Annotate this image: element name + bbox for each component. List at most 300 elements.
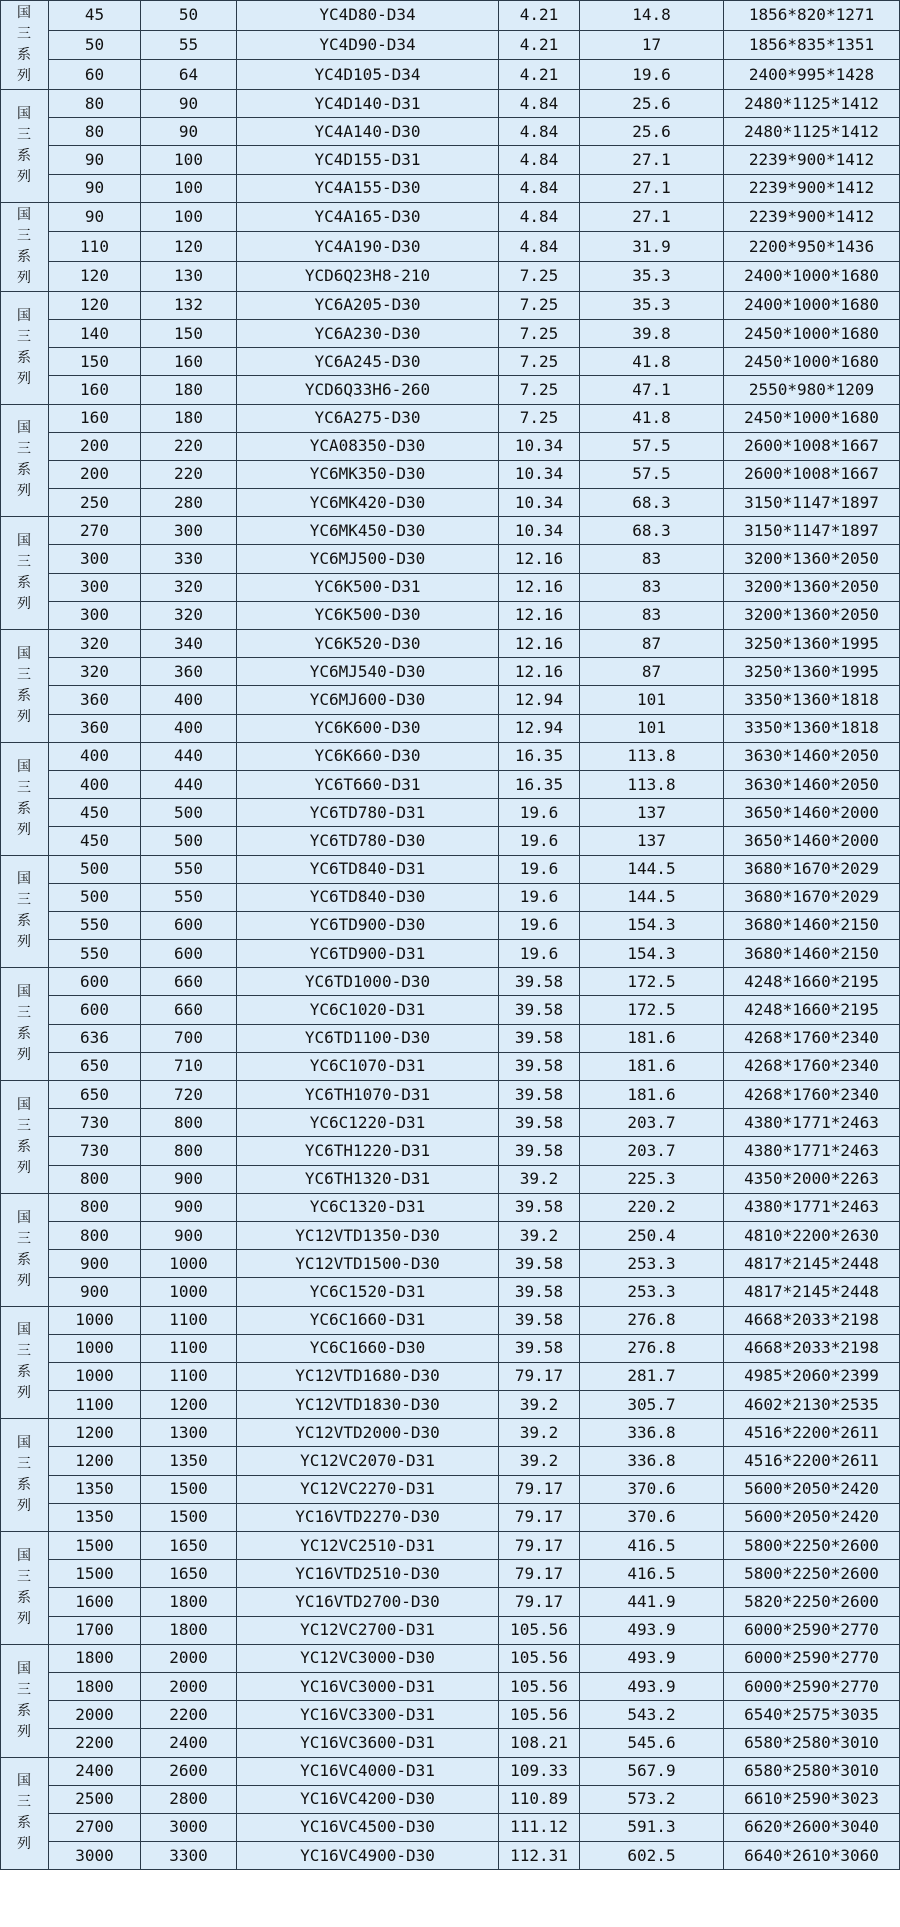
table-row [1, 630, 900, 658]
engine-model-cell: YCD6Q33H6-260 [237, 376, 499, 404]
series-label-cell: 国 三 系 列 [1, 1532, 49, 1645]
dimensions-cell: 2450*1000*1680 [724, 404, 900, 432]
prime-power-cell: 2800 [141, 1785, 237, 1813]
dimensions-cell: 3650*1460*2000 [724, 799, 900, 827]
engine-model-cell: YC12VC2070-D31 [237, 1447, 499, 1475]
table-row [1, 658, 900, 686]
fuel-consumption-cell: 336.8 [580, 1447, 724, 1475]
spec-table-body [1, 1, 900, 1870]
table-row [1, 1165, 900, 1193]
engine-model-cell: YC6C1020-D31 [237, 996, 499, 1024]
standby-power-cell: 360 [49, 714, 141, 742]
displacement-cell: 39.2 [499, 1447, 580, 1475]
table-row [1, 460, 900, 488]
engine-model-cell: YC6TD840-D31 [237, 855, 499, 883]
series-label-cell: 国 三 系 列 [1, 517, 49, 630]
engine-model-cell: YC6A230-D30 [237, 319, 499, 347]
fuel-consumption-cell: 83 [580, 601, 724, 629]
fuel-consumption-cell: 137 [580, 827, 724, 855]
engine-model-cell: YC12VTD1350-D30 [237, 1221, 499, 1249]
table-row [1, 1701, 900, 1729]
displacement-cell: 4.84 [499, 146, 580, 174]
standby-power-cell: 730 [49, 1137, 141, 1165]
table-row [1, 262, 900, 292]
engine-model-cell: YC6TD840-D30 [237, 883, 499, 911]
engine-model-cell: YC6C1070-D31 [237, 1052, 499, 1080]
series-label-cell: 国 三 系 列 [1, 1419, 49, 1532]
standby-power-cell: 320 [49, 630, 141, 658]
table-row [1, 940, 900, 968]
series-label-cell: 国 三 系 列 [1, 1193, 49, 1306]
table-row [1, 1672, 900, 1700]
fuel-consumption-cell: 39.8 [580, 319, 724, 347]
table-row [1, 517, 900, 545]
dimensions-cell: 6610*2590*3023 [724, 1785, 900, 1813]
prime-power-cell: 500 [141, 799, 237, 827]
displacement-cell: 39.2 [499, 1419, 580, 1447]
engine-model-cell: YC12VC2700-D31 [237, 1616, 499, 1644]
fuel-consumption-cell: 154.3 [580, 940, 724, 968]
fuel-consumption-cell: 57.5 [580, 432, 724, 460]
prime-power-cell: 700 [141, 1024, 237, 1052]
displacement-cell: 105.56 [499, 1644, 580, 1672]
standby-power-cell: 1350 [49, 1503, 141, 1531]
prime-power-cell: 320 [141, 573, 237, 601]
prime-power-cell: 3300 [141, 1842, 237, 1870]
dimensions-cell: 5820*2250*2600 [724, 1588, 900, 1616]
table-row [1, 1644, 900, 1672]
displacement-cell: 10.34 [499, 489, 580, 517]
prime-power-cell: 300 [141, 517, 237, 545]
engine-model-cell: YC4D155-D31 [237, 146, 499, 174]
displacement-cell: 12.16 [499, 545, 580, 573]
table-row [1, 1785, 900, 1813]
engine-model-cell: YC6MK450-D30 [237, 517, 499, 545]
engine-model-cell: YC6A275-D30 [237, 404, 499, 432]
table-row [1, 232, 900, 262]
displacement-cell: 7.25 [499, 348, 580, 376]
prime-power-cell: 220 [141, 460, 237, 488]
fuel-consumption-cell: 172.5 [580, 996, 724, 1024]
fuel-consumption-cell: 253.3 [580, 1250, 724, 1278]
table-row [1, 404, 900, 432]
dimensions-cell: 3630*1460*2050 [724, 742, 900, 770]
fuel-consumption-cell: 416.5 [580, 1532, 724, 1560]
dimensions-cell: 3680*1460*2150 [724, 911, 900, 939]
prime-power-cell: 340 [141, 630, 237, 658]
standby-power-cell: 300 [49, 545, 141, 573]
dimensions-cell: 4248*1660*2195 [724, 968, 900, 996]
fuel-consumption-cell: 573.2 [580, 1785, 724, 1813]
dimensions-cell: 6000*2590*2770 [724, 1644, 900, 1672]
displacement-cell: 4.21 [499, 30, 580, 60]
dimensions-cell: 4380*1771*2463 [724, 1193, 900, 1221]
fuel-consumption-cell: 250.4 [580, 1221, 724, 1249]
fuel-consumption-cell: 27.1 [580, 146, 724, 174]
prime-power-cell: 550 [141, 855, 237, 883]
displacement-cell: 39.58 [499, 1137, 580, 1165]
standby-power-cell: 500 [49, 855, 141, 883]
displacement-cell: 39.58 [499, 996, 580, 1024]
fuel-consumption-cell: 68.3 [580, 517, 724, 545]
displacement-cell: 105.56 [499, 1672, 580, 1700]
dimensions-cell: 2400*995*1428 [724, 60, 900, 90]
table-row [1, 432, 900, 460]
prime-power-cell: 800 [141, 1137, 237, 1165]
engine-model-cell: YC6C1520-D31 [237, 1278, 499, 1306]
dimensions-cell: 3680*1460*2150 [724, 940, 900, 968]
dimensions-cell: 6580*2580*3010 [724, 1757, 900, 1785]
displacement-cell: 7.25 [499, 376, 580, 404]
prime-power-cell: 100 [141, 146, 237, 174]
prime-power-cell: 1100 [141, 1362, 237, 1390]
standby-power-cell: 600 [49, 968, 141, 996]
dimensions-cell: 2480*1125*1412 [724, 118, 900, 146]
dimensions-cell: 3200*1360*2050 [724, 545, 900, 573]
fuel-consumption-cell: 172.5 [580, 968, 724, 996]
prime-power-cell: 100 [141, 174, 237, 202]
table-row [1, 1, 900, 31]
dimensions-cell: 2450*1000*1680 [724, 348, 900, 376]
engine-model-cell: YC4A165-D30 [237, 202, 499, 232]
standby-power-cell: 200 [49, 460, 141, 488]
fuel-consumption-cell: 203.7 [580, 1137, 724, 1165]
fuel-consumption-cell: 113.8 [580, 770, 724, 798]
standby-power-cell: 80 [49, 118, 141, 146]
prime-power-cell: 440 [141, 742, 237, 770]
displacement-cell: 109.33 [499, 1757, 580, 1785]
prime-power-cell: 320 [141, 601, 237, 629]
engine-model-cell: YC6TD1000-D30 [237, 968, 499, 996]
engine-model-cell: YC12VTD1500-D30 [237, 1250, 499, 1278]
table-row [1, 1475, 900, 1503]
prime-power-cell: 440 [141, 770, 237, 798]
table-row [1, 968, 900, 996]
engine-model-cell: YC16VTD2700-D30 [237, 1588, 499, 1616]
dimensions-cell: 3630*1460*2050 [724, 770, 900, 798]
prime-power-cell: 1100 [141, 1334, 237, 1362]
standby-power-cell: 500 [49, 883, 141, 911]
standby-power-cell: 45 [49, 1, 141, 31]
fuel-consumption-cell: 101 [580, 714, 724, 742]
prime-power-cell: 1650 [141, 1532, 237, 1560]
fuel-consumption-cell: 545.6 [580, 1729, 724, 1757]
dimensions-cell: 4817*2145*2448 [724, 1250, 900, 1278]
fuel-consumption-cell: 87 [580, 658, 724, 686]
dimensions-cell: 6580*2580*3010 [724, 1729, 900, 1757]
prime-power-cell: 2000 [141, 1672, 237, 1700]
engine-model-cell: YCA08350-D30 [237, 432, 499, 460]
table-row [1, 855, 900, 883]
prime-power-cell: 2000 [141, 1644, 237, 1672]
engine-model-cell: YC16VC3000-D31 [237, 1672, 499, 1700]
dimensions-cell: 2200*950*1436 [724, 232, 900, 262]
standby-power-cell: 450 [49, 799, 141, 827]
standby-power-cell: 800 [49, 1193, 141, 1221]
series-label-cell: 国 三 系 列 [1, 630, 49, 743]
fuel-consumption-cell: 27.1 [580, 174, 724, 202]
engine-model-cell: YC6T660-D31 [237, 770, 499, 798]
engine-model-cell: YC6TD900-D31 [237, 940, 499, 968]
table-row [1, 118, 900, 146]
series-label-cell: 国 三 系 列 [1, 90, 49, 203]
table-row [1, 545, 900, 573]
fuel-consumption-cell: 19.6 [580, 60, 724, 90]
table-row [1, 996, 900, 1024]
standby-power-cell: 160 [49, 404, 141, 432]
fuel-consumption-cell: 17 [580, 30, 724, 60]
fuel-consumption-cell: 41.8 [580, 404, 724, 432]
table-row [1, 1813, 900, 1841]
displacement-cell: 4.84 [499, 174, 580, 202]
standby-power-cell: 2000 [49, 1701, 141, 1729]
engine-model-cell: YC4D140-D31 [237, 90, 499, 118]
standby-power-cell: 270 [49, 517, 141, 545]
prime-power-cell: 3000 [141, 1813, 237, 1841]
dimensions-cell: 3250*1360*1995 [724, 658, 900, 686]
prime-power-cell: 800 [141, 1109, 237, 1137]
standby-power-cell: 250 [49, 489, 141, 517]
displacement-cell: 7.25 [499, 319, 580, 347]
table-row [1, 1278, 900, 1306]
standby-power-cell: 600 [49, 996, 141, 1024]
dimensions-cell: 6000*2590*2770 [724, 1672, 900, 1700]
prime-power-cell: 90 [141, 118, 237, 146]
series-label-cell: 国 三 系 列 [1, 1081, 49, 1194]
engine-model-cell: YC6TH1320-D31 [237, 1165, 499, 1193]
table-row [1, 911, 900, 939]
fuel-consumption-cell: 602.5 [580, 1842, 724, 1870]
engine-model-cell: YC6TD780-D31 [237, 799, 499, 827]
series-label-cell: 国 三 系 列 [1, 968, 49, 1081]
table-row [1, 1616, 900, 1644]
table-row [1, 1109, 900, 1137]
dimensions-cell: 2239*900*1412 [724, 174, 900, 202]
dimensions-cell: 3650*1460*2000 [724, 827, 900, 855]
displacement-cell: 19.6 [499, 799, 580, 827]
fuel-consumption-cell: 83 [580, 545, 724, 573]
displacement-cell: 12.16 [499, 573, 580, 601]
standby-power-cell: 400 [49, 770, 141, 798]
engine-model-cell: YC12VC3000-D30 [237, 1644, 499, 1672]
dimensions-cell: 5800*2250*2600 [724, 1560, 900, 1588]
table-row [1, 1362, 900, 1390]
displacement-cell: 39.58 [499, 1334, 580, 1362]
table-row [1, 202, 900, 232]
fuel-consumption-cell: 57.5 [580, 460, 724, 488]
engine-model-cell: YC6K600-D30 [237, 714, 499, 742]
prime-power-cell: 64 [141, 60, 237, 90]
dimensions-cell: 2239*900*1412 [724, 202, 900, 232]
fuel-consumption-cell: 441.9 [580, 1588, 724, 1616]
standby-power-cell: 1800 [49, 1644, 141, 1672]
dimensions-cell: 4985*2060*2399 [724, 1362, 900, 1390]
prime-power-cell: 600 [141, 911, 237, 939]
dimensions-cell: 3680*1670*2029 [724, 855, 900, 883]
displacement-cell: 4.84 [499, 90, 580, 118]
table-row [1, 489, 900, 517]
dimensions-cell: 3680*1670*2029 [724, 883, 900, 911]
fuel-consumption-cell: 14.8 [580, 1, 724, 31]
prime-power-cell: 1650 [141, 1560, 237, 1588]
standby-power-cell: 140 [49, 319, 141, 347]
engine-model-cell: YC6K520-D30 [237, 630, 499, 658]
displacement-cell: 111.12 [499, 1813, 580, 1841]
engine-model-cell: YC6A205-D30 [237, 291, 499, 319]
fuel-consumption-cell: 35.3 [580, 291, 724, 319]
fuel-consumption-cell: 83 [580, 573, 724, 601]
displacement-cell: 12.16 [499, 658, 580, 686]
engine-model-cell: YC6C1320-D31 [237, 1193, 499, 1221]
standby-power-cell: 550 [49, 911, 141, 939]
engine-model-cell: YC4A155-D30 [237, 174, 499, 202]
dimensions-cell: 6000*2590*2770 [724, 1616, 900, 1644]
table-row [1, 30, 900, 60]
dimensions-cell: 4268*1760*2340 [724, 1024, 900, 1052]
table-row [1, 1391, 900, 1419]
dimensions-cell: 4268*1760*2340 [724, 1052, 900, 1080]
dimensions-cell: 2600*1008*1667 [724, 432, 900, 460]
fuel-consumption-cell: 220.2 [580, 1193, 724, 1221]
prime-power-cell: 330 [141, 545, 237, 573]
engine-model-cell: YC16VC3300-D31 [237, 1701, 499, 1729]
fuel-consumption-cell: 203.7 [580, 1109, 724, 1137]
fuel-consumption-cell: 137 [580, 799, 724, 827]
fuel-consumption-cell: 154.3 [580, 911, 724, 939]
engine-model-cell: YC12VTD2000-D30 [237, 1419, 499, 1447]
displacement-cell: 4.21 [499, 1, 580, 31]
engine-model-cell: YC12VTD1830-D30 [237, 1391, 499, 1419]
fuel-consumption-cell: 181.6 [580, 1081, 724, 1109]
engine-model-cell: YC6TH1220-D31 [237, 1137, 499, 1165]
prime-power-cell: 900 [141, 1221, 237, 1249]
dimensions-cell: 2239*900*1412 [724, 146, 900, 174]
dimensions-cell: 1856*835*1351 [724, 30, 900, 60]
displacement-cell: 16.35 [499, 742, 580, 770]
displacement-cell: 39.58 [499, 1081, 580, 1109]
prime-power-cell: 500 [141, 827, 237, 855]
standby-power-cell: 300 [49, 573, 141, 601]
displacement-cell: 39.58 [499, 1024, 580, 1052]
table-row [1, 1081, 900, 1109]
displacement-cell: 39.58 [499, 1278, 580, 1306]
standby-power-cell: 1200 [49, 1447, 141, 1475]
engine-model-cell: YC6MJ600-D30 [237, 686, 499, 714]
prime-power-cell: 660 [141, 968, 237, 996]
table-row [1, 319, 900, 347]
standby-power-cell: 450 [49, 827, 141, 855]
series-label-cell: 国 三 系 列 [1, 1306, 49, 1419]
prime-power-cell: 2600 [141, 1757, 237, 1785]
dimensions-cell: 2600*1008*1667 [724, 460, 900, 488]
prime-power-cell: 720 [141, 1081, 237, 1109]
standby-power-cell: 110 [49, 232, 141, 262]
standby-power-cell: 1000 [49, 1306, 141, 1334]
prime-power-cell: 50 [141, 1, 237, 31]
displacement-cell: 12.16 [499, 601, 580, 629]
standby-power-cell: 400 [49, 742, 141, 770]
prime-power-cell: 1100 [141, 1306, 237, 1334]
fuel-consumption-cell: 253.3 [580, 1278, 724, 1306]
table-row [1, 770, 900, 798]
prime-power-cell: 120 [141, 232, 237, 262]
table-row [1, 174, 900, 202]
table-row [1, 146, 900, 174]
standby-power-cell: 1350 [49, 1475, 141, 1503]
standby-power-cell: 90 [49, 146, 141, 174]
fuel-consumption-cell: 27.1 [580, 202, 724, 232]
table-row [1, 1334, 900, 1362]
prime-power-cell: 400 [141, 714, 237, 742]
fuel-consumption-cell: 493.9 [580, 1672, 724, 1700]
dimensions-cell: 3250*1360*1995 [724, 630, 900, 658]
table-row [1, 376, 900, 404]
dimensions-cell: 3200*1360*2050 [724, 601, 900, 629]
table-row [1, 1532, 900, 1560]
displacement-cell: 39.58 [499, 1306, 580, 1334]
engine-model-cell: YC6K500-D31 [237, 573, 499, 601]
engine-model-cell: YC4D90-D34 [237, 30, 499, 60]
standby-power-cell: 160 [49, 376, 141, 404]
table-row [1, 1729, 900, 1757]
standby-power-cell: 1800 [49, 1672, 141, 1700]
fuel-consumption-cell: 225.3 [580, 1165, 724, 1193]
table-row [1, 1588, 900, 1616]
table-row [1, 1419, 900, 1447]
series-label-cell: 国 三 系 列 [1, 1, 49, 90]
displacement-cell: 19.6 [499, 827, 580, 855]
table-row [1, 686, 900, 714]
prime-power-cell: 100 [141, 202, 237, 232]
prime-power-cell: 550 [141, 883, 237, 911]
engine-model-cell: YC6C1220-D31 [237, 1109, 499, 1137]
displacement-cell: 105.56 [499, 1701, 580, 1729]
fuel-consumption-cell: 35.3 [580, 262, 724, 292]
table-row [1, 60, 900, 90]
engine-model-cell: YC16VC4900-D30 [237, 1842, 499, 1870]
engine-model-cell: YC4A140-D30 [237, 118, 499, 146]
standby-power-cell: 120 [49, 262, 141, 292]
prime-power-cell: 132 [141, 291, 237, 319]
fuel-consumption-cell: 113.8 [580, 742, 724, 770]
standby-power-cell: 900 [49, 1278, 141, 1306]
prime-power-cell: 900 [141, 1165, 237, 1193]
displacement-cell: 16.35 [499, 770, 580, 798]
fuel-consumption-cell: 181.6 [580, 1024, 724, 1052]
table-row [1, 1052, 900, 1080]
displacement-cell: 10.34 [499, 432, 580, 460]
fuel-consumption-cell: 25.6 [580, 118, 724, 146]
engine-model-cell: YC4D80-D34 [237, 1, 499, 31]
table-row [1, 291, 900, 319]
series-label-cell: 国 三 系 列 [1, 742, 49, 855]
table-row [1, 1757, 900, 1785]
prime-power-cell: 1800 [141, 1588, 237, 1616]
fuel-consumption-cell: 144.5 [580, 883, 724, 911]
standby-power-cell: 2700 [49, 1813, 141, 1841]
displacement-cell: 79.17 [499, 1560, 580, 1588]
displacement-cell: 39.2 [499, 1221, 580, 1249]
engine-model-cell: YCD6Q23H8-210 [237, 262, 499, 292]
prime-power-cell: 400 [141, 686, 237, 714]
prime-power-cell: 160 [141, 348, 237, 376]
engine-model-cell: YC6TH1070-D31 [237, 1081, 499, 1109]
displacement-cell: 112.31 [499, 1842, 580, 1870]
standby-power-cell: 2400 [49, 1757, 141, 1785]
standby-power-cell: 1500 [49, 1560, 141, 1588]
dimensions-cell: 4268*1760*2340 [724, 1081, 900, 1109]
prime-power-cell: 130 [141, 262, 237, 292]
